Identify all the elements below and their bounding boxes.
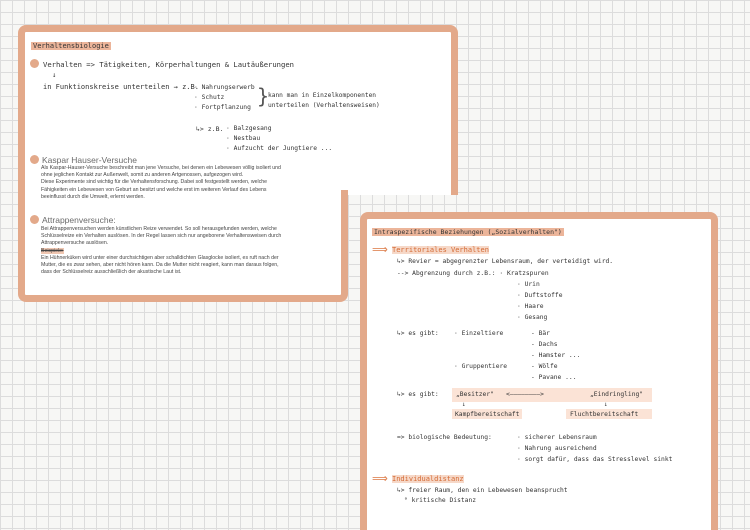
brace-note: unterteilen (Verhaltensweisen)	[268, 102, 380, 109]
individualdistanz-title: Individualdistanz	[392, 475, 464, 483]
individualdistanz-line: ° kritische Distanz	[404, 497, 477, 504]
revier-definition: ↳> Revier = abgegrenzter Lebensraum, der verteidigt wird.	[397, 258, 614, 265]
attrappen-text: Bei Attrappenversuchen werden künstlichen Reize verwendet. So soll herausgefunden werden, welche Schlüsselreize ein Verhalten auslösen. In der Regel lassen sich nur angeborene Verhaltensweisen durch Attrappenversuche auslösen. Beispiele: Ein Hühnerküken wird unter einer durchsichtigen aber schalldichten Glasglocke isoliert, es ruft nach der Mutter, die es zwar sehen, aber nicht hören kann. Da die Mutter nicht reagiert, kann man daraus folgen, dass der Schlüsselreiz ausschließlich der akustische Laut ist.	[41, 226, 282, 276]
kampfbereitschaft-label: Kampfbereitschaft	[455, 411, 520, 418]
bedeutung-item: · sorgt dafür, dass das Stresslevel sinkt	[517, 456, 673, 463]
bullet-dot	[30, 59, 39, 68]
einzeltiere-item: - Hamster ...	[531, 352, 581, 359]
down-arrow-icon: ↓	[462, 401, 466, 408]
einzeltiere-item: - Dachs	[531, 341, 558, 348]
function-list-item: · Schutz	[194, 94, 225, 101]
bedeutung-item: · sicherer Lebensraum	[517, 434, 597, 441]
double-arrow-icon: <————————>	[506, 391, 544, 398]
card1-title: Verhaltensbiologie	[33, 42, 109, 50]
gibt-line-2: ↳> es gibt:	[397, 391, 439, 398]
example-list-item: · Aufzucht der Jungtiere ...	[226, 145, 333, 152]
abgrenzung-line: --> Abgrenzung durch z.B.: · Kratzspuren	[397, 270, 549, 277]
individualdistanz-line: ↳> freier Raum, den ein Lebewesen beansprucht	[397, 487, 568, 494]
einzeltiere-item: - Bär	[531, 330, 550, 337]
attrappen-title: Attrappenversuche:	[42, 215, 116, 225]
function-list-item: · Nahrungserwerb	[194, 84, 255, 91]
territorial-title: Territoriales Verhalten	[392, 246, 489, 254]
example-label: ↳> z.B.	[196, 125, 224, 133]
bullet-dot	[30, 215, 39, 224]
kaspar-hauser-title: Kaspar Hauser-Versuche	[42, 155, 137, 165]
card2-title: Intraspezifische Beziehungen („Sozialverhalten")	[374, 228, 562, 236]
eindringling-label: „Eindringling"	[590, 391, 644, 398]
arrow-right-icon: ⟹	[372, 243, 388, 256]
abgrenzung-item: · Haare	[517, 303, 544, 310]
abgrenzung-item: · Gesang	[517, 314, 548, 321]
function-circles-line: in Funktionskreise unterteilen → z.B.	[43, 83, 199, 91]
gruppentiere-item: - Wölfe	[531, 363, 558, 370]
besitzer-label: „Besitzer"	[456, 391, 494, 398]
brace-note: kann man in Einzelkomponenten	[268, 92, 377, 99]
abgrenzung-item: · Urin	[517, 281, 540, 288]
einzeltiere-label: · Einzeltiere	[454, 330, 504, 337]
brace-icon: }	[257, 84, 270, 108]
gruppentiere-item: - Pavane ...	[531, 374, 577, 381]
bullet-dot	[30, 155, 39, 164]
gruppentiere-label: · Gruppentiere	[454, 363, 508, 370]
fluchtbereitschaft-label: Fluchtbereitschaft	[570, 411, 639, 418]
arrow-right-icon: ⟹	[372, 472, 388, 485]
down-arrow-icon: ↓	[604, 401, 608, 408]
bedeutung-item: · Nahrung ausreichend	[517, 445, 597, 452]
down-arrow-icon: ↓	[52, 71, 57, 79]
behavior-definition: Verhalten => Tätigkeiten, Körperhaltungen & Lautäußerungen	[43, 60, 294, 69]
function-list-item: · Fortpflanzung	[194, 104, 251, 111]
kaspar-hauser-text: Als Kaspar-Hauser-Versuche beschreibt man jene Versuche, bei denen ein Lebewesen völlig isoliert und ohne jeglichen Kontakt zur Außenwelt, somit zu anderen Artgenossen, aufgezogen wird. Diese Experimente sind wichtig für die Verhaltensforschung. Dabei soll festgestellt werden, welche Fähigkeiten ein Lebewesen von Geburt an besitzt und welche erst im weiteren Verlauf des Lebens beeinflusst durch die Umwelt, erlernt werden.	[41, 165, 281, 200]
example-list-item: · Nestbau	[226, 135, 261, 142]
gibt-line-1: ↳> es gibt:	[397, 330, 439, 337]
example-list-item: · Balzgesang	[226, 125, 272, 132]
abgrenzung-item: · Duftstoffe	[517, 292, 563, 299]
bedeutung-line: => biologische Bedeutung:	[397, 434, 492, 441]
